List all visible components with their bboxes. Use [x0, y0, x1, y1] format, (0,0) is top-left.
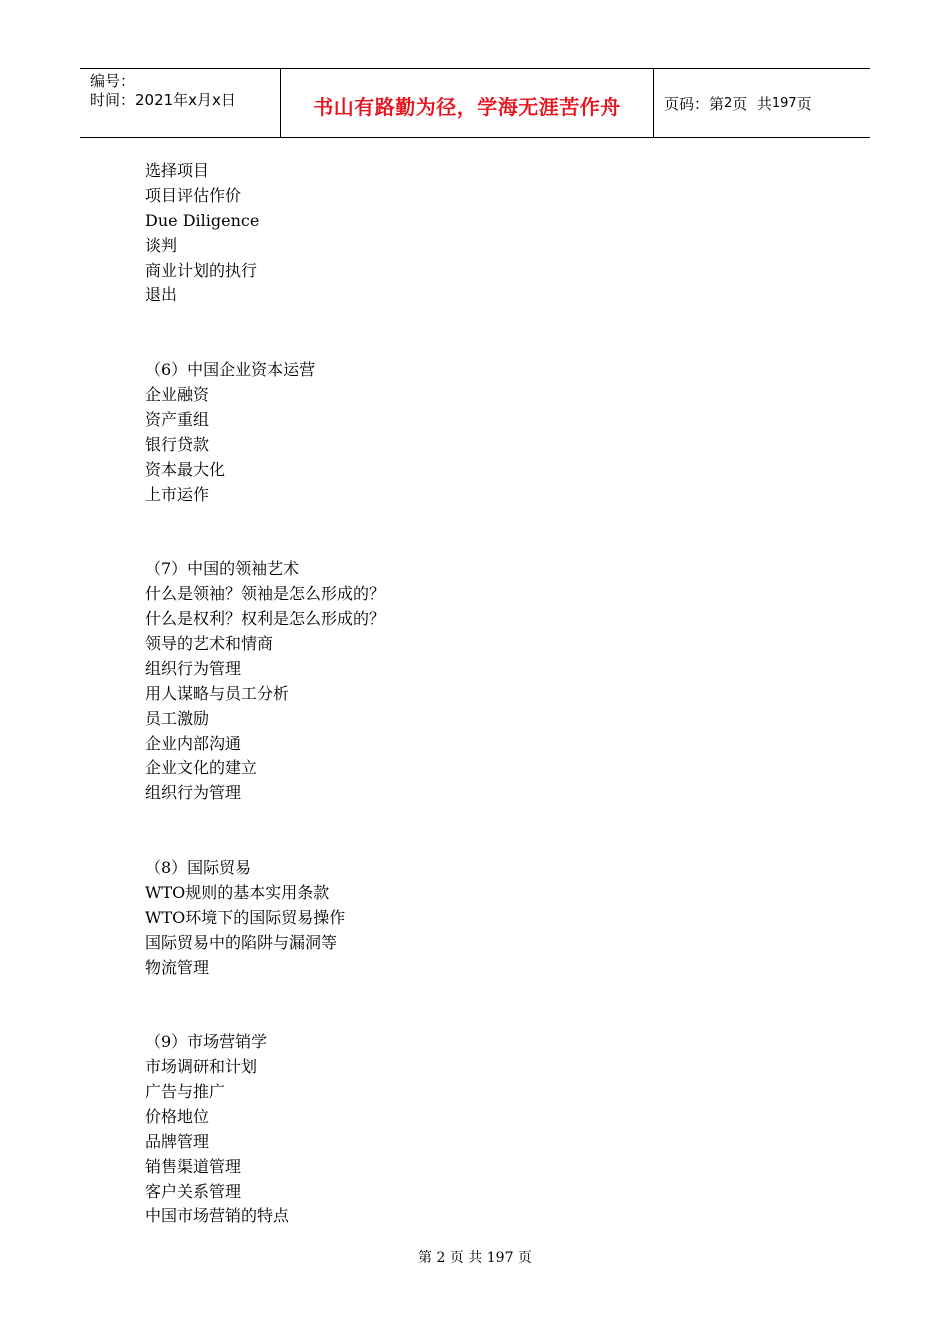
header-meta	[80, 69, 281, 137]
header-page-info	[654, 69, 870, 137]
section-international-trade	[145, 856, 845, 980]
document-number-label: 编号：	[90, 72, 136, 90]
list-item: 领导的艺术和情商	[145, 633, 274, 653]
list-item: 品牌管理	[145, 1131, 210, 1151]
list-item: 什么是权利？权利是怎么形成的？	[145, 609, 386, 629]
list-item: 退出	[145, 285, 178, 305]
page-suffix: 页	[796, 94, 812, 113]
section-marketing	[145, 1030, 845, 1229]
list-item: 用人谋略与员工分析	[145, 683, 290, 703]
section-continued	[145, 159, 845, 308]
header-motto-cell	[281, 69, 654, 137]
list-item: 企业内部沟通	[145, 733, 242, 753]
page-total: 197	[771, 95, 797, 111]
section-heading: （6）中国企业资本运营	[145, 360, 316, 380]
list-item: WTO环境下的国际贸易操作	[145, 907, 346, 927]
list-item: 组织行为管理	[145, 783, 242, 803]
page-prefix: 页码：第	[664, 94, 725, 113]
page-header	[80, 68, 870, 138]
document-body	[145, 159, 845, 1229]
list-item: 员工激励	[145, 708, 210, 728]
list-item: 国际贸易中的陷阱与漏洞等	[145, 932, 338, 952]
list-item: 中国市场营销的特点	[145, 1206, 290, 1226]
list-item: Due Diligence	[145, 210, 260, 230]
list-item: 销售渠道管理	[145, 1156, 242, 1176]
section-leadership	[145, 557, 845, 806]
list-item: 资本最大化	[145, 459, 226, 479]
list-item: 广告与推广	[145, 1082, 226, 1102]
header-motto: 书山有路勤为径，学海无涯苦作舟	[313, 94, 621, 119]
footer-page-number: 第 2 页 共 197 页	[418, 1250, 532, 1266]
list-item: 组织行为管理	[145, 658, 242, 678]
list-item: 价格地位	[145, 1106, 210, 1126]
page-mid: 页 共	[732, 94, 772, 113]
list-item: 项目评估作价	[145, 185, 242, 205]
list-item: 客户关系管理	[145, 1181, 242, 1201]
page-current: 2	[724, 95, 733, 111]
list-item: 谈判	[145, 235, 178, 255]
list-item: 企业文化的建立	[145, 758, 258, 778]
section-heading: （8）国际贸易	[145, 857, 252, 877]
list-item: WTO规则的基本实用条款	[145, 882, 330, 902]
list-item: 企业融资	[145, 385, 210, 405]
document-date-label: 时间：2021年x月x日	[90, 91, 236, 109]
section-heading: （9）市场营销学	[145, 1032, 268, 1052]
list-item: 物流管理	[145, 957, 210, 977]
list-item: 银行贷款	[145, 434, 210, 454]
list-item: 什么是领袖？领袖是怎么形成的？	[145, 584, 386, 604]
page-footer	[0, 1247, 950, 1267]
list-item: 商业计划的执行	[145, 260, 258, 280]
list-item: 上市运作	[145, 484, 210, 504]
list-item: 市场调研和计划	[145, 1057, 258, 1077]
section-heading: （7）中国的领袖艺术	[145, 559, 300, 579]
list-item: 选择项目	[145, 161, 210, 180]
list-item: 资产重组	[145, 409, 210, 429]
section-capital-operation	[145, 358, 845, 507]
